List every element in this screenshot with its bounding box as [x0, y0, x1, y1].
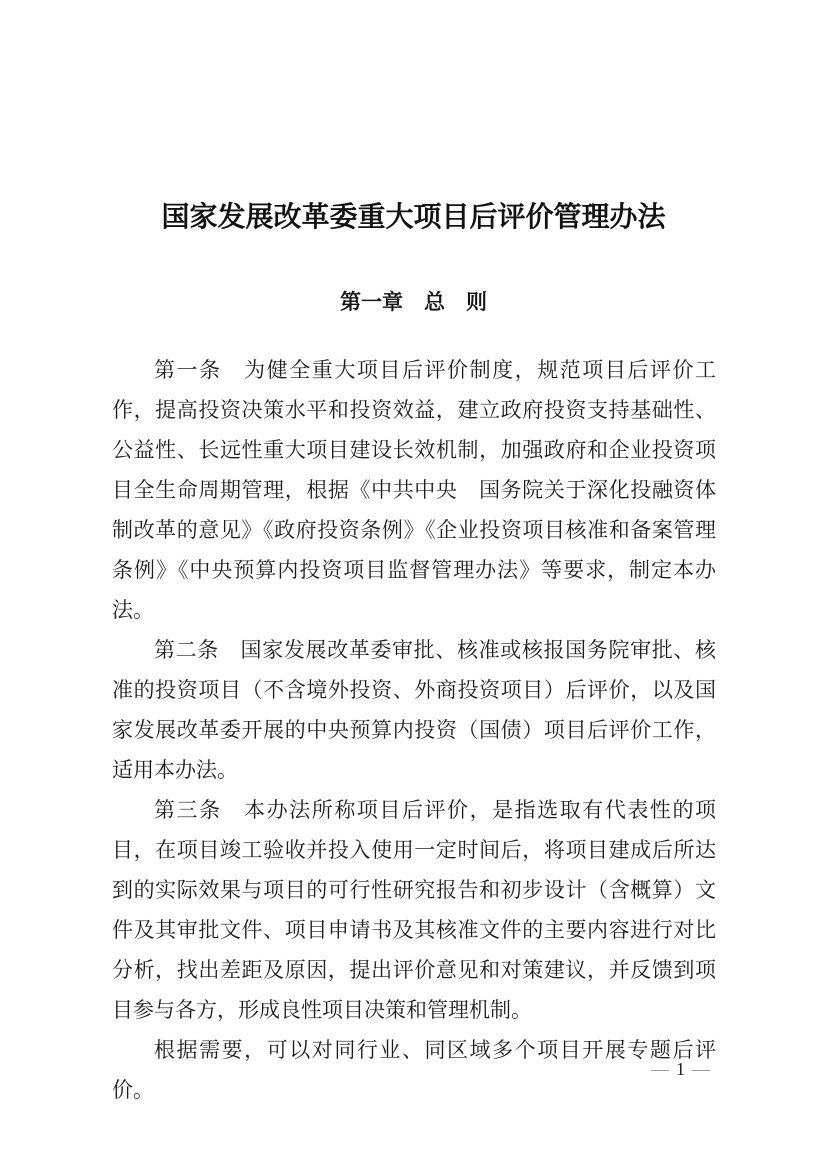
article-1-paragraph: 第一条 为健全重大项目后评价制度，规范项目后评价工作，提高投资决策水平和投资效益，建立政府投资支持基础性、公益性、长远性重大项目建设长效机制，加强政府和企业投资项目全生命周期管理，根据《中共中央 国务院关于深化投融资体制改革的意见》《政府投资条例》《企业投资项目核准和备案管理条例》《中央预算内投资项目监督管理办法》等要求，制定本办法。	[112, 358, 716, 622]
page-number-dash-right: —	[692, 1059, 710, 1079]
article-2-paragraph: 第二条 国家发展改革委审批、核准或核报国务院审批、核准的投资项目（不含境外投资、外商投资项目）后评价，以及国家发展改革委开展的中央预算内投资（国债）项目后评价工作，适用本办法。	[112, 638, 716, 782]
page-number-dash-left: —	[651, 1059, 669, 1079]
article-3-supplementary-paragraph: 根据需要，可以对同行业、同区域多个项目开展专题后评价。	[112, 1038, 716, 1102]
document-body	[112, 350, 716, 1110]
page-number	[644, 1057, 717, 1081]
article-3-paragraph: 第三条 本办法所称项目后评价，是指选取有代表性的项目，在项目竣工验收并投入使用一定时间后，将项目建成后所达到的实际效果与项目的可行性研究报告和初步设计（含概算）文件及其审批文件、项目申请书及其核准文件的主要内容进行对比分析，找出差距及原因，提出评价意见和对策建议，并反馈到项目参与各方，形成良性项目决策和管理机制。	[112, 798, 716, 1022]
document-title: 国家发展改革委重大项目后评价管理办法	[161, 201, 666, 233]
chapter-heading: 第一章 总 则	[340, 290, 487, 315]
page-number-value: 1	[676, 1059, 685, 1079]
